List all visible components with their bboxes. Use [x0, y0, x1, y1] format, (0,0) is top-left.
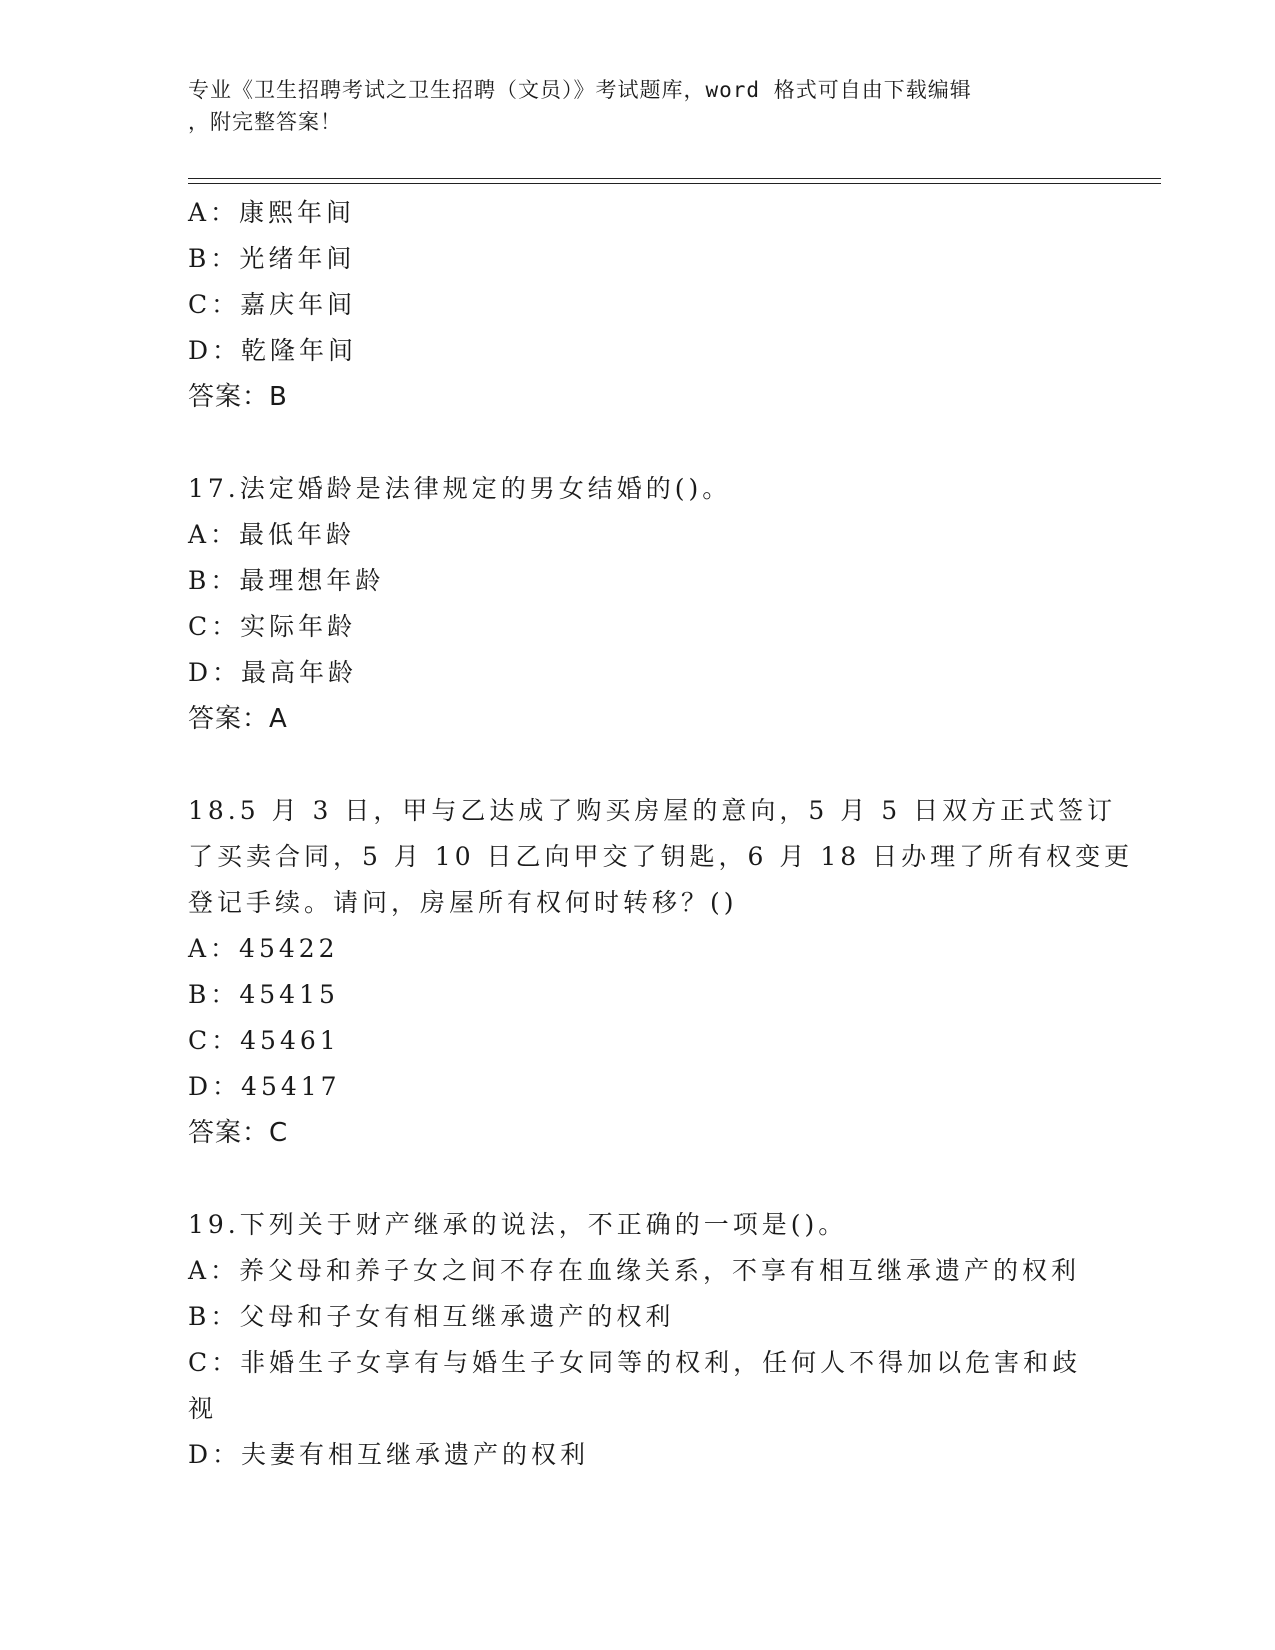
option-c: C：45461: [188, 1026, 340, 1055]
option-d: D：夫妻有相互继承遗产的权利: [188, 1440, 590, 1469]
option-b: B：父母和子女有相互继承遗产的权利: [188, 1302, 675, 1331]
header-line-2: ，附完整答案！: [188, 110, 342, 134]
option-d: D：45417: [188, 1072, 341, 1101]
option-c: C：非婚生子女享有与婚生子女同等的权利，任何人不得加以危害和歧: [188, 1348, 1082, 1377]
option-b: B：最理想年龄: [188, 566, 385, 595]
question-text: 17.法定婚龄是法律规定的男女结婚的()。: [188, 474, 732, 503]
question-text: 19.下列关于财产继承的说法，不正确的一项是()。: [188, 1210, 848, 1239]
answer-line: 答案：A: [188, 704, 288, 734]
answer-line: 答案：C: [188, 1118, 289, 1148]
option-a: A：45422: [188, 934, 339, 963]
option-b: B：光绪年间: [188, 244, 356, 273]
option-a: A：康熙年间: [188, 198, 356, 227]
option-d: D：乾隆年间: [188, 336, 358, 365]
question-19: [188, 1202, 1088, 1478]
question-list: [188, 190, 1134, 1478]
option-c-continued: 视: [188, 1394, 218, 1423]
option-a: A：最低年龄: [188, 520, 356, 549]
question-18: [188, 788, 1134, 1156]
answer-line: 答案：B: [188, 382, 288, 412]
spacer: [188, 420, 1088, 466]
option-c: C：嘉庆年间: [188, 290, 357, 319]
spacer: [188, 1156, 1088, 1202]
document-header: [188, 74, 1088, 138]
option-c: C：实际年龄: [188, 612, 357, 641]
header-line-1: 专业《卫生招聘考试之卫生招聘（文员）》考试题库，word 格式可自由下载编辑: [188, 78, 972, 102]
header-divider-top: [188, 178, 1161, 179]
option-d: D：最高年龄: [188, 658, 358, 687]
question-text-line-3: 登记手续。请问，房屋所有权何时转移？(): [188, 888, 738, 917]
option-b: B：45415: [188, 980, 339, 1009]
question-16: [188, 190, 1088, 420]
question-17: [188, 466, 1088, 742]
spacer: [188, 742, 1088, 788]
question-text-line-1: 18.5 月 3 日，甲与乙达成了购买房屋的意向，5 月 5 日双方正式签订: [188, 796, 1117, 825]
question-text-line-2: 了买卖合同，5 月 10 日乙向甲交了钥匙，6 月 18 日办理了所有权变更: [188, 842, 1134, 871]
option-a: A：养父母和养子女之间不存在血缘关系，不享有相互继承遗产的权利: [188, 1256, 1081, 1285]
header-divider-bottom: [188, 183, 1161, 184]
